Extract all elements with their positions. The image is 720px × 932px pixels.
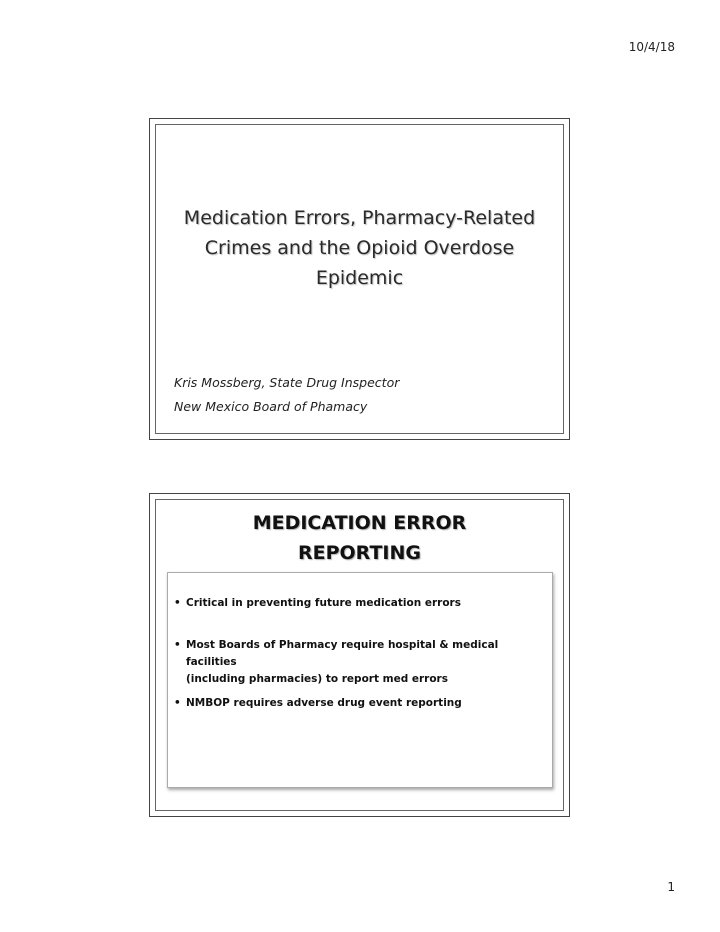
- bullet-dot-icon: •: [174, 697, 181, 709]
- content-slide: [149, 493, 570, 817]
- bullet-text-continuation: (including pharmacies) to report med errors: [186, 673, 448, 685]
- slide-title-line: Crimes and the Opioid Overdose: [204, 237, 515, 259]
- bullet-text: Most Boards of Pharmacy require hospital & medical facilities: [186, 639, 499, 668]
- slide-heading: [160, 508, 559, 568]
- slide-title-line: Medication Errors, Pharmacy-Related: [183, 207, 536, 229]
- bullet-list: [167, 572, 553, 788]
- bullet-dot-icon: •: [174, 597, 181, 609]
- slide-heading-line: MEDICATION ERROR: [252, 512, 467, 534]
- slide-title: [160, 203, 559, 293]
- slide-heading-line: REPORTING: [298, 542, 421, 564]
- presenter-name: Kris Mossberg, State Drug Inspector: [174, 375, 400, 390]
- slide-title-line: Epidemic: [315, 267, 404, 289]
- page-number: 1: [667, 880, 675, 894]
- bullet-item: [174, 695, 548, 712]
- bullet-item: [174, 637, 548, 688]
- title-slide: [149, 118, 570, 440]
- page-date: 10/4/18: [628, 40, 675, 54]
- bullet-dot-icon: •: [174, 639, 181, 651]
- presenter-organization: New Mexico Board of Phamacy: [174, 399, 368, 414]
- bullet-item: [174, 595, 548, 612]
- bullet-text: Critical in preventing future medication errors: [186, 597, 461, 609]
- bullet-text: NMBOP requires adverse drug event reporting: [186, 697, 462, 709]
